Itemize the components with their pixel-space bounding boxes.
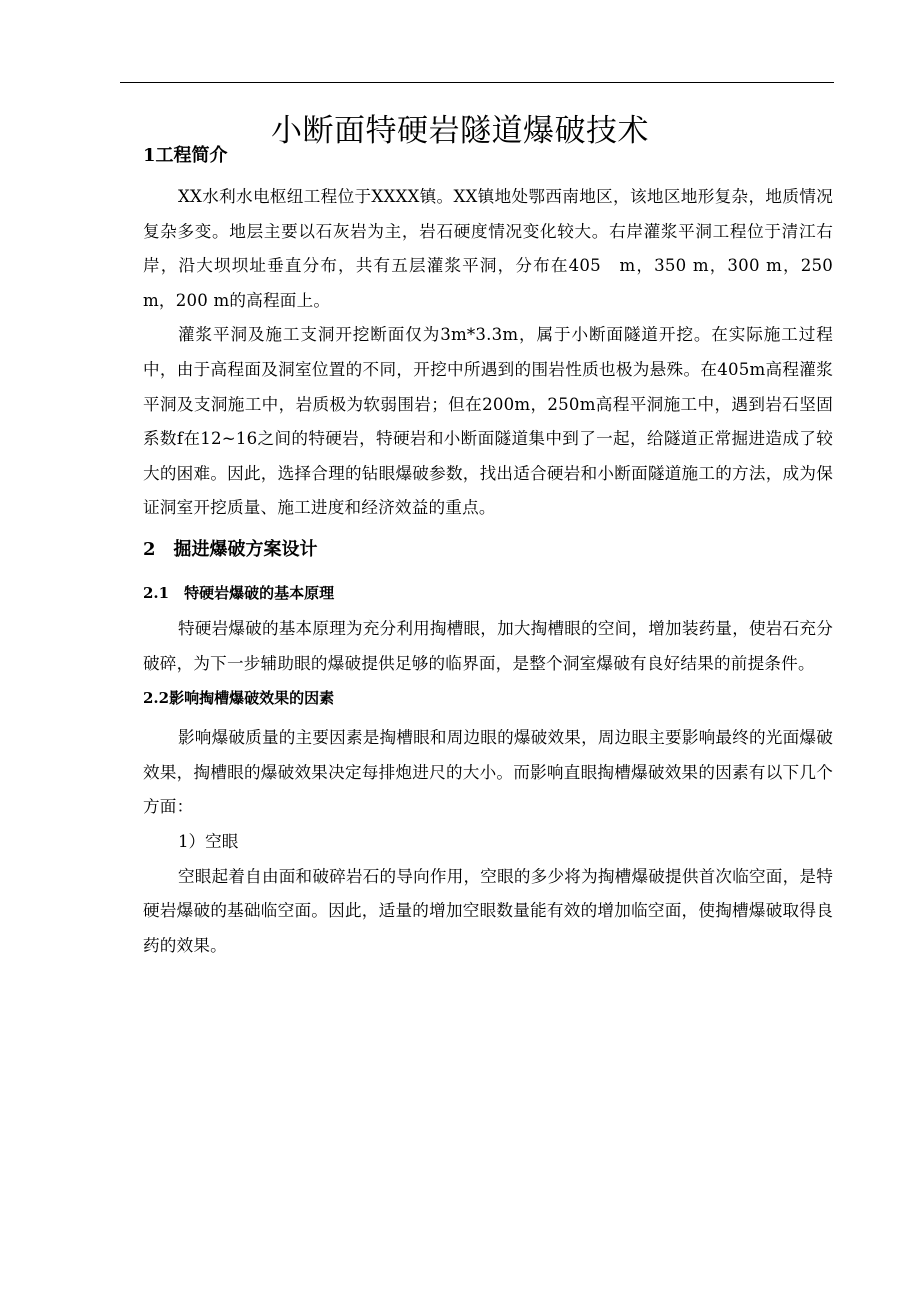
list-item-paragraph: 空眼起着自由面和破碎岩石的导向作用，空眼的多少将为掏槽爆破提供首次临空面，是特硬岩爆破的基础临空面。因此，适量的增加空眼数量能有效的增加临空面，使掏槽爆破取得良药的效果。 [143,866,833,955]
document-title: 小断面特硬岩隧道爆破技术 [271,112,649,149]
section-1-paragraph-2: 灌浆平洞及施工支洞开挖断面仅为3m*3.3m，属于小断面隧道开挖。在实际施工过程中，由于高程面及洞室位置的不同，开挖中所遇到的围岩性质也极为悬殊。在405m高程灌浆平洞及支洞施工中，岩质极为软弱围岩；但在200m，250m高程平洞施工中，遇到岩石坚固系数f在12~16之间的特硬岩，特硬岩和小断面隧道集中到了一起，给隧道正常掘进造成了较大的困难。因此，选择合理的钻眼爆破参数，找出适合硬岩和小断面隧道施工的方法，成为保证洞室开挖质量、施工进度和经济效益的重点。 [143,325,833,518]
section-2-1-heading: 2.1 特硬岩爆破的基本原理 [143,583,335,602]
section-2-1-paragraph: 特硬岩爆破的基本原理为充分利用掏槽眼，加大掏槽眼的空间，增加装药量，使岩石充分破碎，为下一步辅助眼的爆破提供足够的临界面，是整个洞室爆破有良好结果的前提条件。 [143,618,833,673]
list-item-label: 1）空眼 [178,831,239,851]
section-2-2-paragraph: 影响爆破质量的主要因素是掏槽眼和周边眼的爆破效果，周边眼主要影响最终的光面爆破效果，掏槽眼的爆破效果决定每排炮进尺的大小。而影响直眼掏槽爆破效果的因素有以下几个方面： [143,728,833,817]
section-1-paragraph-1: XX水利水电枢纽工程位于XXXX镇。XX镇地处鄂西南地区，该地区地形复杂，地质情况复杂多变。地层主要以石灰岩为主，岩石硬度情况变化较大。右岸灌浆平洞工程位于清江右岸，沿大坝坝址垂直分布，共有五层灌浆平洞，分布在405 m，350 m，300 m，250 m，200 m的高程面上。 [143,187,833,310]
section-1-heading: 1工程简介 [143,145,228,166]
header-rule [120,82,834,83]
document-body [143,138,833,963]
section-2-2-heading: 2.2影响掏槽爆破效果的因素 [143,689,335,708]
section-2-heading: 2 掘进爆破方案设计 [143,538,318,560]
